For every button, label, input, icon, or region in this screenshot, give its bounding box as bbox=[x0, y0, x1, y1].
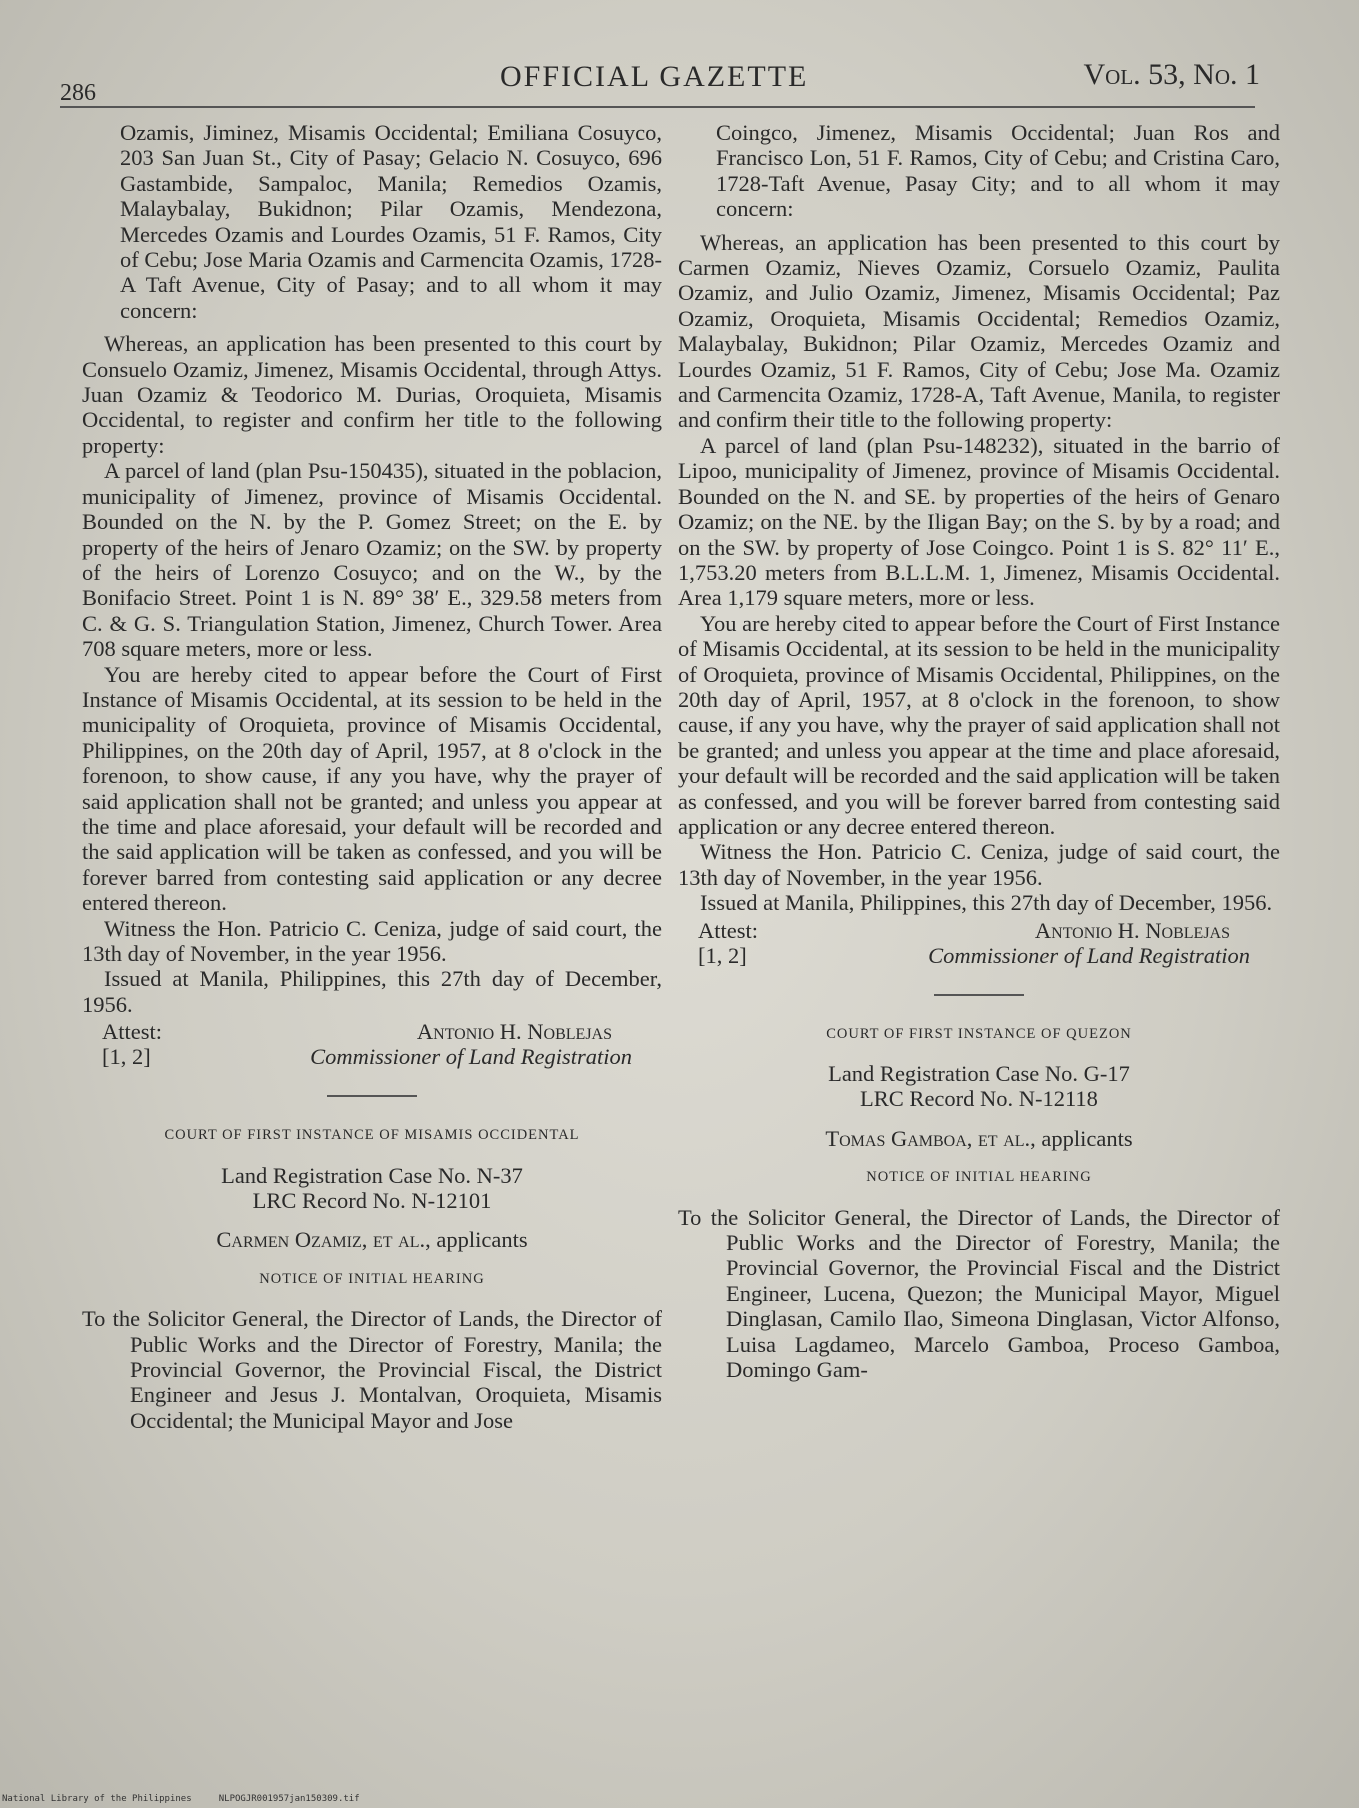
addressees-paragraph: To the Solicitor General, the Director of Lands, the Director of Public Works and the Director of Forestry, Manila; the Provincial Governor, the Provincial Fiscal, the District Engineer and Jesus J. Montalvan, Oroquieta, Misamis Occidental; the Municipal Mayor and Jose bbox=[82, 1306, 662, 1433]
address-continuation: Coingco, Jimenez, Misamis Occidental; Juan Ros and Francisco Lon, 51 F. Ramos, City of Cebu; and Cristina Caro, 1728-Taft Avenue, Pasay City; and to all whom it may concern: bbox=[716, 120, 1280, 222]
witness-paragraph: Witness the Hon. Patricio C. Ceniza, judge of said court, the 13th day of November, in the year 1956. bbox=[82, 915, 662, 966]
applicants-suffix: , applicants bbox=[425, 1227, 528, 1253]
commissioner-title: Commissioner of Land Registration bbox=[310, 1044, 632, 1070]
record-number: LRC Record No. N-12118 bbox=[860, 1086, 1098, 1112]
applicants-line bbox=[678, 1126, 1280, 1151]
commissioner-name: Antonio H. Noblejas bbox=[1034, 917, 1230, 943]
scan-footer: National Library of the Philippines NLPOGJR001957jan150309.tif bbox=[2, 1794, 360, 1804]
attestation-block bbox=[678, 918, 1280, 972]
issue-reference: [1, 2] bbox=[102, 1044, 151, 1070]
commissioner-title: Commissioner of Land Registration bbox=[928, 942, 1250, 968]
issue-reference: [1, 2] bbox=[698, 942, 747, 968]
left-column bbox=[82, 120, 662, 1433]
applicants-suffix: , applicants bbox=[1030, 1125, 1133, 1151]
record-number: LRC Record No. N-12101 bbox=[252, 1188, 492, 1214]
notice-heading: NOTICE OF INITIAL HEARING bbox=[866, 1169, 1092, 1186]
notice-heading: NOTICE OF INITIAL HEARING bbox=[259, 1270, 485, 1287]
addressees-paragraph: To the Solicitor General, the Director of Lands, the Director of Public Works and the Director of Forestry, Manila; the Provincial Governor, the Provincial Fiscal and the District Engineer, Lucena, Quezon; the Municipal Mayor, Miguel Dinglasan, Camilo Ilao, Simeona Dinglasan, Victor Alfonso, Luisa Lagdameo, Marcelo Gamboa, Proceso Gamboa, Domingo Gam- bbox=[678, 1204, 1280, 1383]
attest-label: Attest: bbox=[102, 1019, 162, 1045]
citation-paragraph: You are hereby cited to appear before the Court of First Instance of Misamis Occidental, at its session to be held in the municipality of Oroquieta, province of Misamis Occidental, Philippines, on the 20th day of April, 1957, at 8 o'clock in the forenoon, to show cause, if any you have, why the prayer of said application shall not be granted; and unless you appear at the time and place aforesaid, your default will be recorded and the said application will be taken as confessed, and you will be forever barred from contesting said application or any decree entered thereon. bbox=[678, 610, 1280, 839]
volume-number: Vol. 53, No. 1 bbox=[1083, 58, 1260, 91]
parcel-paragraph: A parcel of land (plan Psu-148232), situated in the barrio of Lipoo, municipality of Jimenez, province of Misamis Occidental. Bounded on the N. and SE. by properties of the heirs of Genaro Ozamiz; on the NE. by the Iligan Bay; on the S. by by a road; and on the SW. by property of Jose Coingco. Point 1 is S. 82° 11′ E., 1,753.20 meters from B.L.L.M. 1, Jimenez, Misamis Occidental. Area 1,179 square meters, more or less. bbox=[678, 432, 1280, 611]
whereas-paragraph: Whereas, an application has been presented to this court by Consuelo Ozamiz, Jimenez, Misamis Occidental, through Attys. Juan Ozamiz & Teodorico M. Durias, Oroquieta, Misamis Occidental, to register and confirm her title to the following property: bbox=[82, 331, 662, 458]
header-rule bbox=[60, 106, 1255, 108]
court-heading: COURT OF FIRST INSTANCE OF MISAMIS OCCIDENTAL bbox=[164, 1127, 580, 1144]
issued-paragraph: Issued at Manila, Philippines, this 27th day of December, 1956. bbox=[82, 966, 662, 1017]
page-header bbox=[60, 52, 1260, 106]
applicants-line bbox=[82, 1227, 662, 1252]
commissioner-name: Antonio H. Noblejas bbox=[416, 1019, 612, 1045]
issued-paragraph: Issued at Manila, Philippines, this 27th day of December, 1956. bbox=[700, 890, 1273, 916]
applicant-name: Tomas Gamboa, et al. bbox=[825, 1125, 1031, 1151]
right-column bbox=[678, 120, 1280, 1382]
attest-label: Attest: bbox=[698, 917, 758, 943]
address-continuation: Ozamis, Jiminez, Misamis Occidental; Emiliana Cosuyco, 203 San Juan St., City of Pasay; Gelacio N. Cosuyco, 696 Gastambide, Sampaloc, Manila; Remedios Ozamis, Malaybalay, Bukidnon; Pilar Ozamis, Mendezona, Mercedes Ozamis and Lourdes Ozamis, 51 F. Ramos, City of Cebu; Jose Maria Ozamis and Carmencita Ozamis, 1728-A Taft Avenue, City of Pasay; and to all whom it may concern: bbox=[120, 120, 662, 323]
case-number: Land Registration Case No. G-17 bbox=[828, 1061, 1130, 1086]
section-separator bbox=[934, 994, 1024, 996]
parcel-paragraph: A parcel of land (plan Psu-150435), situated in the poblacion, municipality of Jimenez, province of Misamis Occidental. Bounded on the N. by the P. Gomez Street; on the E. by property of the heirs of Jenaro Ozamiz; on the SW. by property of the heirs of Lorenzo Cosuyco; and on the W., by the Bonifacio Street. Point 1 is N. 89° 38′ E., 329.58 meters from C. & G. S. Triangulation Station, Jimenez, Church Tower. Area 708 square meters, more or less. bbox=[82, 458, 662, 662]
applicant-name: Carmen Ozamiz, et al. bbox=[216, 1227, 426, 1253]
case-number: Land Registration Case No. N-37 bbox=[221, 1162, 523, 1188]
page-number: 286 bbox=[60, 80, 96, 106]
citation-paragraph: You are hereby cited to appear before the Court of First Instance of Misamis Occidental, at its session to be held in the municipality of Oroquieta, province of Misamis Occidental, Philippines, on the 20th day of April, 1957, at 8 o'clock in the forenoon, to show cause, if any you have, why the prayer of said application shall not be granted; and unless you appear at the time and place aforesaid, your default will be recorded and the said application will be taken as confessed, and you will be forever barred from contesting said application or any decree entered thereon. bbox=[82, 661, 662, 916]
witness-paragraph: Witness the Hon. Patricio C. Ceniza, judge of said court, the 13th day of November, in the year 1956. bbox=[678, 839, 1280, 890]
publication-title: OFFICIAL GAZETTE bbox=[500, 60, 809, 93]
section-separator bbox=[327, 1095, 417, 1097]
court-heading: COURT OF FIRST INSTANCE OF QUEZON bbox=[826, 1025, 1132, 1042]
attestation-block bbox=[82, 1019, 662, 1073]
whereas-paragraph: Whereas, an application has been presented to this court by Carmen Ozamiz, Nieves Ozamiz, Corsuelo Ozamiz, Paulita Ozamiz, and Julio Ozamiz, Jimenez, Misamis Occidental; Paz Ozamiz, Oroquieta, Misamis Occidental; Remedios Ozamiz, Malaybalay, Bukidnon; Pilar Ozamiz, Mercedes Ozamiz and Lourdes Ozamiz, 51 F. Ramos, City of Cebu; Jose Ma. Ozamiz and Carmencita Ozamiz, 1728-A, Taft Avenue, Manila, to register and confirm their title to the following property: bbox=[678, 229, 1280, 433]
